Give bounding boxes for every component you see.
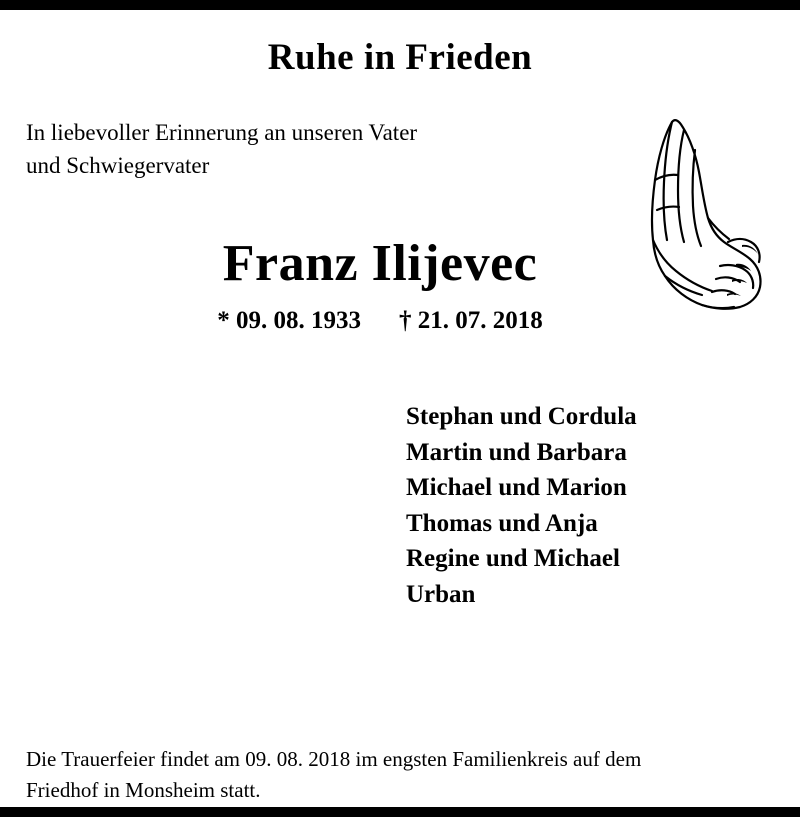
survivors-list: [26, 399, 774, 612]
list-item: Urban: [406, 580, 476, 608]
death-date: † 21. 07. 2018: [399, 307, 543, 335]
list-item: Michael und Marion: [406, 474, 627, 502]
praying-hands-icon: [632, 114, 764, 329]
list-item: Regine und Michael: [406, 545, 620, 573]
dedication-line-1: In liebevoller Erinnerung an unseren Vater: [26, 120, 418, 145]
dedication-line-2: und Schwiegervater: [26, 152, 210, 178]
dedication-text: [26, 117, 586, 182]
page-title: Ruhe in Frieden: [267, 37, 533, 78]
deceased-name: Franz Ilijevec: [222, 235, 538, 293]
funeral-details: [26, 744, 774, 805]
funeral-details-line-1: Die Trauerfeier findet am 09. 08. 2018 im engsten Familienkreis auf dem: [26, 747, 642, 772]
birth-date: * 09. 08. 1933: [217, 307, 361, 335]
list-item: Stephan und Cordula: [406, 403, 637, 431]
list-item: Thomas und Anja: [406, 509, 598, 537]
obituary-content: [0, 36, 800, 817]
list-item: Martin und Barbara: [406, 438, 627, 466]
funeral-details-line-2: Friedhof in Monsheim statt.: [26, 777, 261, 802]
